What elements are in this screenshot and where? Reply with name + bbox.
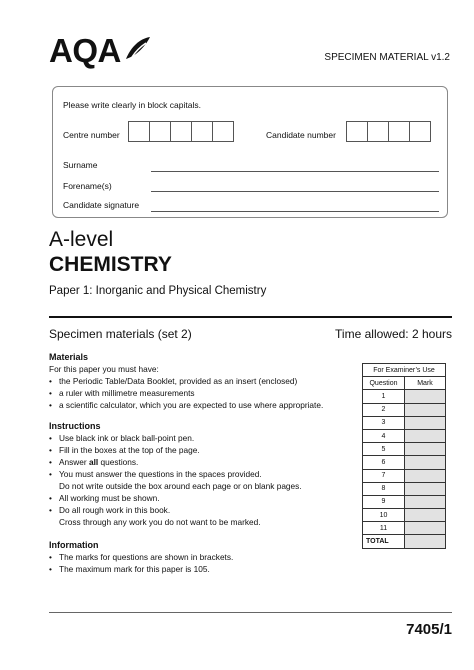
instructions-item: • Fill in the boxes at the top of the page.: [49, 444, 344, 456]
centre-number-box[interactable]: [149, 121, 171, 142]
answer-pre: Answer: [59, 457, 89, 467]
signature-field[interactable]: [151, 211, 439, 212]
examiner-use-table: [362, 363, 446, 549]
information-section: [49, 540, 344, 575]
mark-cell[interactable]: [405, 403, 446, 416]
candidate-number-field[interactable]: [347, 121, 431, 142]
aqa-logo-swoosh-icon: [124, 35, 152, 61]
candidate-number-box[interactable]: [409, 121, 431, 142]
mark-cell[interactable]: [405, 390, 446, 403]
mark-cell[interactable]: [405, 469, 446, 482]
instructions-item: • Do all rough work in this book.: [49, 504, 344, 516]
centre-number-box[interactable]: [170, 121, 192, 142]
instructions-item-continued: Cross through any work you do not want to be marked.: [59, 517, 261, 527]
surname-label: Surname: [63, 160, 98, 170]
question-column-header: Question: [363, 377, 405, 390]
instructions-item: • You must answer the questions in the spaces provided.: [49, 468, 344, 480]
mark-column-header: Mark: [405, 377, 446, 390]
mark-cell[interactable]: [405, 522, 446, 535]
block-capitals-instruction: Please write clearly in block capitals.: [63, 100, 201, 110]
candidate-number-label: Candidate number: [266, 130, 336, 140]
forenames-label: Forename(s): [63, 181, 112, 191]
answer-all-emphasis: all: [88, 457, 99, 467]
paper-title: Paper 1: Inorganic and Physical Chemistry: [49, 285, 267, 297]
centre-number-box[interactable]: [191, 121, 213, 142]
question-number: 3: [363, 416, 405, 429]
signature-label: Candidate signature: [63, 200, 140, 210]
version-label: SPECIMEN MATERIAL v1.2: [324, 52, 450, 63]
question-number: 2: [363, 403, 405, 416]
centre-number-field[interactable]: [129, 121, 234, 142]
candidate-details-box: [52, 86, 448, 218]
instructions-item-continued: Do not write outside the box around each page or on blank pages.: [59, 481, 302, 491]
time-allowed: Time allowed: 2 hours: [335, 327, 452, 341]
materials-intro: For this paper you must have:: [49, 364, 159, 374]
mark-cell[interactable]: [405, 416, 446, 429]
mark-cell[interactable]: [405, 495, 446, 508]
qualification-level: A-level: [49, 228, 114, 251]
question-number: 1: [363, 390, 405, 403]
total-label: TOTAL: [363, 535, 405, 548]
instructions-item: • All working must be shown.: [49, 492, 344, 504]
information-item: • The marks for questions are shown in brackets.: [49, 551, 344, 563]
forenames-field[interactable]: [151, 191, 439, 192]
mark-cell[interactable]: [405, 509, 446, 522]
total-mark-cell[interactable]: [405, 535, 446, 548]
question-number: 9: [363, 495, 405, 508]
question-number: 4: [363, 429, 405, 442]
materials-item: • a scientific calculator, which you are expected to use where appropriate.: [49, 399, 344, 411]
instructions-section: [49, 421, 344, 528]
paper-code: 7405/1: [406, 621, 452, 638]
candidate-number-box[interactable]: [367, 121, 389, 142]
candidate-number-box[interactable]: [388, 121, 410, 142]
question-number: 5: [363, 443, 405, 456]
aqa-logo-text: AQA: [49, 32, 121, 69]
mark-cell[interactable]: [405, 456, 446, 469]
instructions-item: • Use black ink or black ball-point pen.: [49, 432, 344, 444]
question-number: 7: [363, 469, 405, 482]
question-number: 8: [363, 482, 405, 495]
materials-section: [49, 352, 344, 411]
mark-cell[interactable]: [405, 443, 446, 456]
instructions-item: [49, 456, 344, 468]
subject-title: CHEMISTRY: [49, 253, 172, 276]
materials-heading: Materials: [49, 352, 89, 362]
mark-cell[interactable]: [405, 482, 446, 495]
candidate-number-box[interactable]: [346, 121, 368, 142]
information-item: • The maximum mark for this paper is 105.: [49, 563, 344, 575]
question-number: 11: [363, 522, 405, 535]
title-divider: [49, 316, 452, 318]
information-heading: Information: [49, 540, 99, 550]
surname-field[interactable]: [151, 171, 439, 172]
answer-post: questions.: [98, 457, 139, 467]
centre-number-label: Centre number: [63, 130, 120, 140]
mark-cell[interactable]: [405, 429, 446, 442]
centre-number-box[interactable]: [128, 121, 150, 142]
centre-number-box[interactable]: [212, 121, 234, 142]
question-number: 6: [363, 456, 405, 469]
footer-divider: [49, 612, 452, 613]
materials-item: • the Periodic Table/Data Booklet, provided as an insert (enclosed): [49, 375, 344, 387]
materials-item: • a ruler with millimetre measurements: [49, 387, 344, 399]
question-number: 10: [363, 509, 405, 522]
instructions-heading: Instructions: [49, 421, 101, 431]
specimen-set-label: Specimen materials (set 2): [49, 327, 192, 341]
examiner-table-title: For Examiner’s Use: [363, 364, 446, 377]
